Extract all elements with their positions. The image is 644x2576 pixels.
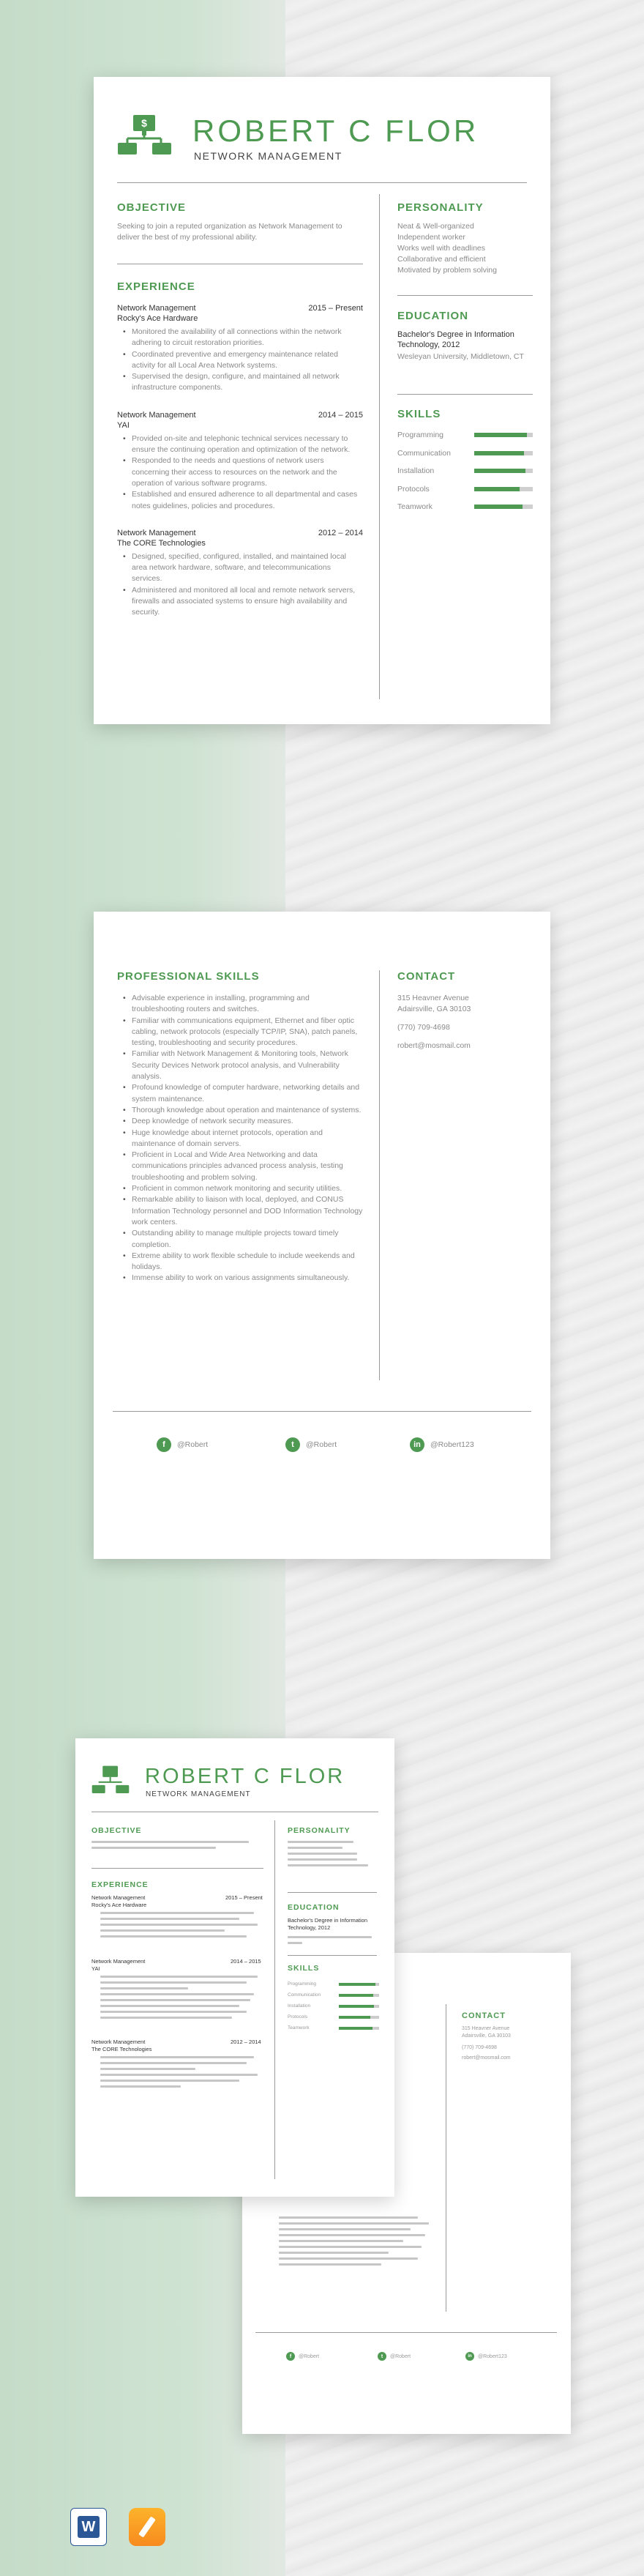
preview-experience-title: EXPERIENCE bbox=[91, 1880, 149, 1889]
contact-title: CONTACT bbox=[397, 970, 456, 983]
job-company: The CORE Technologies bbox=[117, 538, 206, 548]
preview-contact-address: 315 Heavner Avenue bbox=[462, 2026, 510, 2031]
preview-skills-title: SKILLS bbox=[288, 1964, 320, 1973]
linkedin-icon: in bbox=[465, 2352, 474, 2361]
linkedin-icon: in bbox=[410, 1437, 424, 1452]
preview-skill-bar-fill bbox=[339, 1983, 375, 1986]
professional-skill-item: • Proficient in common network monitoring and security utilities. bbox=[132, 1183, 363, 1194]
preview-skill-bar-fill bbox=[339, 2005, 374, 2008]
personality-item: Neat & Well-organized bbox=[397, 222, 474, 231]
job-bullet: • Responded to the needs and questions of network users concerning their access to resources on the network and the operation of various software programs. bbox=[132, 455, 363, 489]
education-degree: Bachelor's Degree in Information Technology, 2012 bbox=[397, 330, 514, 349]
preview-linkedin-handle: @Robert123 bbox=[478, 2353, 507, 2359]
skills-section bbox=[397, 408, 533, 516]
experience-section bbox=[117, 280, 363, 619]
svg-text:$: $ bbox=[141, 117, 147, 129]
job-bullet: • Administered and monitored all local and remote network servers, firewalls and associated systems to ensure high availability and security. bbox=[132, 585, 363, 619]
skill-row bbox=[397, 462, 533, 480]
professional-skill-item: • Thorough knowledge about operation and maintenance of systems. bbox=[132, 1105, 363, 1116]
preview-job-lines bbox=[100, 1976, 261, 2022]
professional-skill-item: • Advisable experience in installing, programming and troubleshooting routers and switches. bbox=[132, 993, 363, 1016]
professional-skill-item: • Familiar with Network Management & Monitoring tools, Network Security Devices Network protocol analysis, and Vulnerability analysis. bbox=[132, 1049, 363, 1082]
facebook-handle: @Robert bbox=[177, 1440, 209, 1449]
job-company: YAI bbox=[117, 420, 130, 430]
resume-name: ROBERT C FLOR bbox=[192, 113, 479, 148]
network-computers-logo bbox=[91, 1765, 130, 1795]
social-twitter bbox=[285, 1437, 337, 1452]
preview-skill-name: Communication bbox=[288, 1992, 321, 1998]
network-computers-logo bbox=[117, 113, 172, 157]
skill-bar bbox=[474, 451, 533, 455]
preview-job-lines bbox=[100, 2056, 261, 2091]
column-divider bbox=[379, 970, 380, 1380]
preview-footer-divider bbox=[255, 2332, 557, 2333]
preview-name: ROBERT C FLOR bbox=[145, 1765, 345, 1788]
job-bullet: • Monitored the availability of all connections within the network adhering to circuit restoration priorities. bbox=[132, 327, 363, 349]
education-school: Wesleyan University, Middletown, CT bbox=[397, 352, 524, 361]
contact-address-line1: 315 Heavner Avenue bbox=[397, 994, 469, 1002]
preview-skill-name: Protocols bbox=[288, 2014, 308, 2020]
skill-row bbox=[397, 498, 533, 516]
preview-contact-city: Adairsville, GA 30103 bbox=[462, 2033, 511, 2039]
header-divider bbox=[117, 182, 527, 183]
resume-role: NETWORK MANAGEMENT bbox=[194, 150, 342, 162]
resume-page-2 bbox=[94, 912, 550, 1559]
skill-row bbox=[397, 480, 533, 499]
preview-education-title: EDUCATION bbox=[288, 1903, 340, 1912]
skill-bar-fill bbox=[474, 505, 523, 509]
preview-page-1 bbox=[75, 1738, 394, 2197]
objective-text: Seeking to join a reputed organization as Network Management to deliver the best of my professional ability. bbox=[117, 222, 342, 242]
skill-row bbox=[397, 426, 533, 444]
preview-skill-bar-fill bbox=[339, 2027, 372, 2030]
education-title: EDUCATION bbox=[397, 310, 469, 322]
social-facebook bbox=[157, 1437, 208, 1452]
job-title: Network Management bbox=[117, 410, 196, 420]
preview-contact-title: CONTACT bbox=[462, 2011, 506, 2020]
experience-title: EXPERIENCE bbox=[117, 280, 195, 293]
personality-title: PERSONALITY bbox=[397, 201, 484, 214]
microsoft-word-icon: W bbox=[70, 2508, 107, 2546]
job-bullet: • Designed, specified, configured, installed, and maintained local area network hardware, software, and telecommunications services. bbox=[132, 551, 363, 585]
job-bullet: • Supervised the design, configure, and maintained all network infrastructure components. bbox=[132, 371, 363, 394]
preview-objective-title: OBJECTIVE bbox=[91, 1826, 142, 1835]
preview-contact-phone: (770) 709-4698 bbox=[462, 2045, 497, 2050]
contact-email: robert@mosmail.com bbox=[397, 1041, 471, 1050]
preview-job-company: Rocky's Ace Hardware bbox=[91, 1902, 147, 1908]
skill-name: Installation bbox=[397, 466, 435, 476]
skill-bar-fill bbox=[474, 469, 525, 473]
preview-job-title: Network Management bbox=[91, 1894, 146, 1901]
job-title: Network Management bbox=[117, 304, 196, 313]
skill-bar bbox=[474, 469, 533, 473]
professional-skill-item: • Immense ability to work on various assignments simultaneously. bbox=[132, 1273, 363, 1284]
preview-objective-divider bbox=[91, 1868, 263, 1869]
personality-item: Motivated by problem solving bbox=[397, 266, 497, 275]
education-section bbox=[397, 310, 533, 362]
skill-bar-fill bbox=[474, 451, 524, 455]
contact-phone: (770) 709-4698 bbox=[397, 1023, 450, 1032]
skill-name: Teamwork bbox=[397, 502, 433, 512]
preview-job-period: 2014 – 2015 bbox=[231, 1958, 261, 1965]
contact-section bbox=[397, 970, 533, 1051]
preview-skill-lines bbox=[279, 2216, 433, 2269]
preview-job-title: Network Management bbox=[91, 2039, 146, 2045]
skill-row bbox=[397, 444, 533, 463]
job-period: 2015 – Present bbox=[308, 304, 363, 313]
skill-name: Protocols bbox=[397, 484, 430, 494]
professional-skills-title: PROFESSIONAL SKILLS bbox=[117, 970, 260, 983]
skill-bar-fill bbox=[474, 433, 527, 437]
job-entry bbox=[117, 528, 363, 619]
education-divider bbox=[397, 394, 533, 395]
twitter-icon: t bbox=[285, 1437, 300, 1452]
preview-role: NETWORK MANAGEMENT bbox=[146, 1790, 251, 1798]
preview-personality-title: PERSONALITY bbox=[288, 1826, 351, 1835]
preview-skill-name: Installation bbox=[288, 2003, 311, 2009]
preview-job-period: 2012 – 2014 bbox=[231, 2039, 261, 2045]
job-company: Rocky's Ace Hardware bbox=[117, 314, 198, 323]
job-bullet: • Provided on-site and telephonic technical services necessary to ensure the continuing operation and optimization of the network. bbox=[132, 433, 363, 456]
facebook-icon: f bbox=[286, 2352, 295, 2361]
linkedin-handle: @Robert123 bbox=[430, 1440, 474, 1449]
preview-social-facebook bbox=[286, 2352, 319, 2361]
resume-page-1 bbox=[94, 77, 550, 724]
preview-job-period: 2015 – Present bbox=[225, 1894, 263, 1901]
job-bullet: • Established and ensured adherence to all departmental and cases notes guidelines, policies and procedures. bbox=[132, 489, 363, 512]
personality-item: Works well with deadlines bbox=[397, 244, 486, 253]
professional-skill-item: • Extreme ability to work flexible schedule to include weekends and holidays. bbox=[132, 1251, 363, 1273]
objective-title: OBJECTIVE bbox=[117, 201, 187, 214]
professional-skill-item: • Proficient in Local and Wide Area Networking and data communications principles advanced process analysis, testing troubleshooting and problem solving. bbox=[132, 1150, 363, 1183]
job-entry bbox=[117, 410, 363, 512]
job-period: 2014 – 2015 bbox=[318, 410, 363, 420]
preview-job-company: The CORE Technologies bbox=[91, 2046, 152, 2052]
preview-skill-name: Programming bbox=[288, 1981, 317, 1987]
skill-bar bbox=[474, 433, 533, 437]
professional-skill-item: • Deep knowledge of network security measures. bbox=[132, 1116, 363, 1127]
preview-job-company: YAI bbox=[91, 1965, 100, 1972]
facebook-icon: f bbox=[157, 1437, 171, 1452]
skills-list bbox=[397, 426, 533, 516]
personality-divider bbox=[397, 295, 533, 296]
professional-skill-item: • Huge knowledge about internet protocols, operation and maintenance of domain servers. bbox=[132, 1128, 363, 1150]
contact-address-line2: Adairsville, GA 30103 bbox=[397, 1005, 471, 1013]
social-linkedin bbox=[410, 1437, 474, 1452]
twitter-icon: t bbox=[378, 2352, 386, 2361]
preview-education-lines bbox=[288, 1936, 375, 1948]
apple-pages-icon bbox=[129, 2508, 165, 2546]
skill-bar bbox=[474, 505, 533, 509]
preview-personality-lines bbox=[288, 1841, 375, 1870]
preview-skill-bar-fill bbox=[339, 2016, 370, 2019]
preview-skill-bar-fill bbox=[339, 1994, 373, 1997]
personality-item: Independent worker bbox=[397, 233, 465, 242]
preview-job-title: Network Management bbox=[91, 1958, 146, 1965]
column-divider bbox=[379, 194, 380, 699]
skill-name: Communication bbox=[397, 448, 451, 458]
professional-skill-item: • Profound knowledge of computer hardware, networking details and system maintenance. bbox=[132, 1082, 363, 1105]
job-entry bbox=[117, 303, 363, 394]
footer-divider bbox=[113, 1411, 531, 1412]
preview-column-divider bbox=[274, 1820, 275, 2179]
skill-bar-fill bbox=[474, 487, 520, 491]
preview-twitter-handle: @Robert bbox=[390, 2353, 411, 2359]
professional-skill-item: • Remarkable ability to liaison with local, deployed, and CONUS Information Technology personnel and DOD Information Technology work centers. bbox=[132, 1194, 363, 1228]
preview-social-linkedin bbox=[465, 2352, 507, 2361]
professional-skills-section bbox=[117, 970, 363, 1284]
preview-contact-email: robert@mosmail.com bbox=[462, 2055, 511, 2061]
preview-education-divider bbox=[288, 1955, 377, 1956]
personality-section bbox=[397, 201, 533, 276]
preview-objective-lines bbox=[91, 1841, 252, 1853]
skill-name: Programming bbox=[397, 431, 444, 440]
preview-job-lines bbox=[100, 1912, 261, 1941]
objective-section bbox=[117, 201, 363, 243]
professional-skill-item: • Outstanding ability to manage multiple projects toward timely completion. bbox=[132, 1228, 363, 1251]
job-period: 2012 – 2014 bbox=[318, 528, 363, 537]
preview-education-degree: Bachelor's Degree in Information Technology, 2012 bbox=[288, 1917, 367, 1931]
job-title: Network Management bbox=[117, 528, 196, 537]
skill-bar bbox=[474, 487, 533, 491]
preview-personality-divider bbox=[288, 1892, 377, 1893]
preview-skill-name: Teamwork bbox=[288, 2025, 310, 2030]
job-bullet: • Coordinated preventive and emergency maintenance related activity for all Local Area Network systems. bbox=[132, 349, 363, 372]
personality-item: Collaborative and efficient bbox=[397, 255, 486, 264]
skills-title: SKILLS bbox=[397, 408, 441, 420]
twitter-handle: @Robert bbox=[306, 1440, 337, 1449]
professional-skill-item: • Familiar with communications equipment, Ethernet and fiber optic cabling, network protocols (especially TCP/IP, SNA), patch panels, testing, troubleshooting and security procedures. bbox=[132, 1016, 363, 1049]
preview-skills-list bbox=[288, 1978, 379, 2033]
preview-facebook-handle: @Robert bbox=[299, 2353, 320, 2359]
preview-social-twitter bbox=[378, 2352, 411, 2361]
